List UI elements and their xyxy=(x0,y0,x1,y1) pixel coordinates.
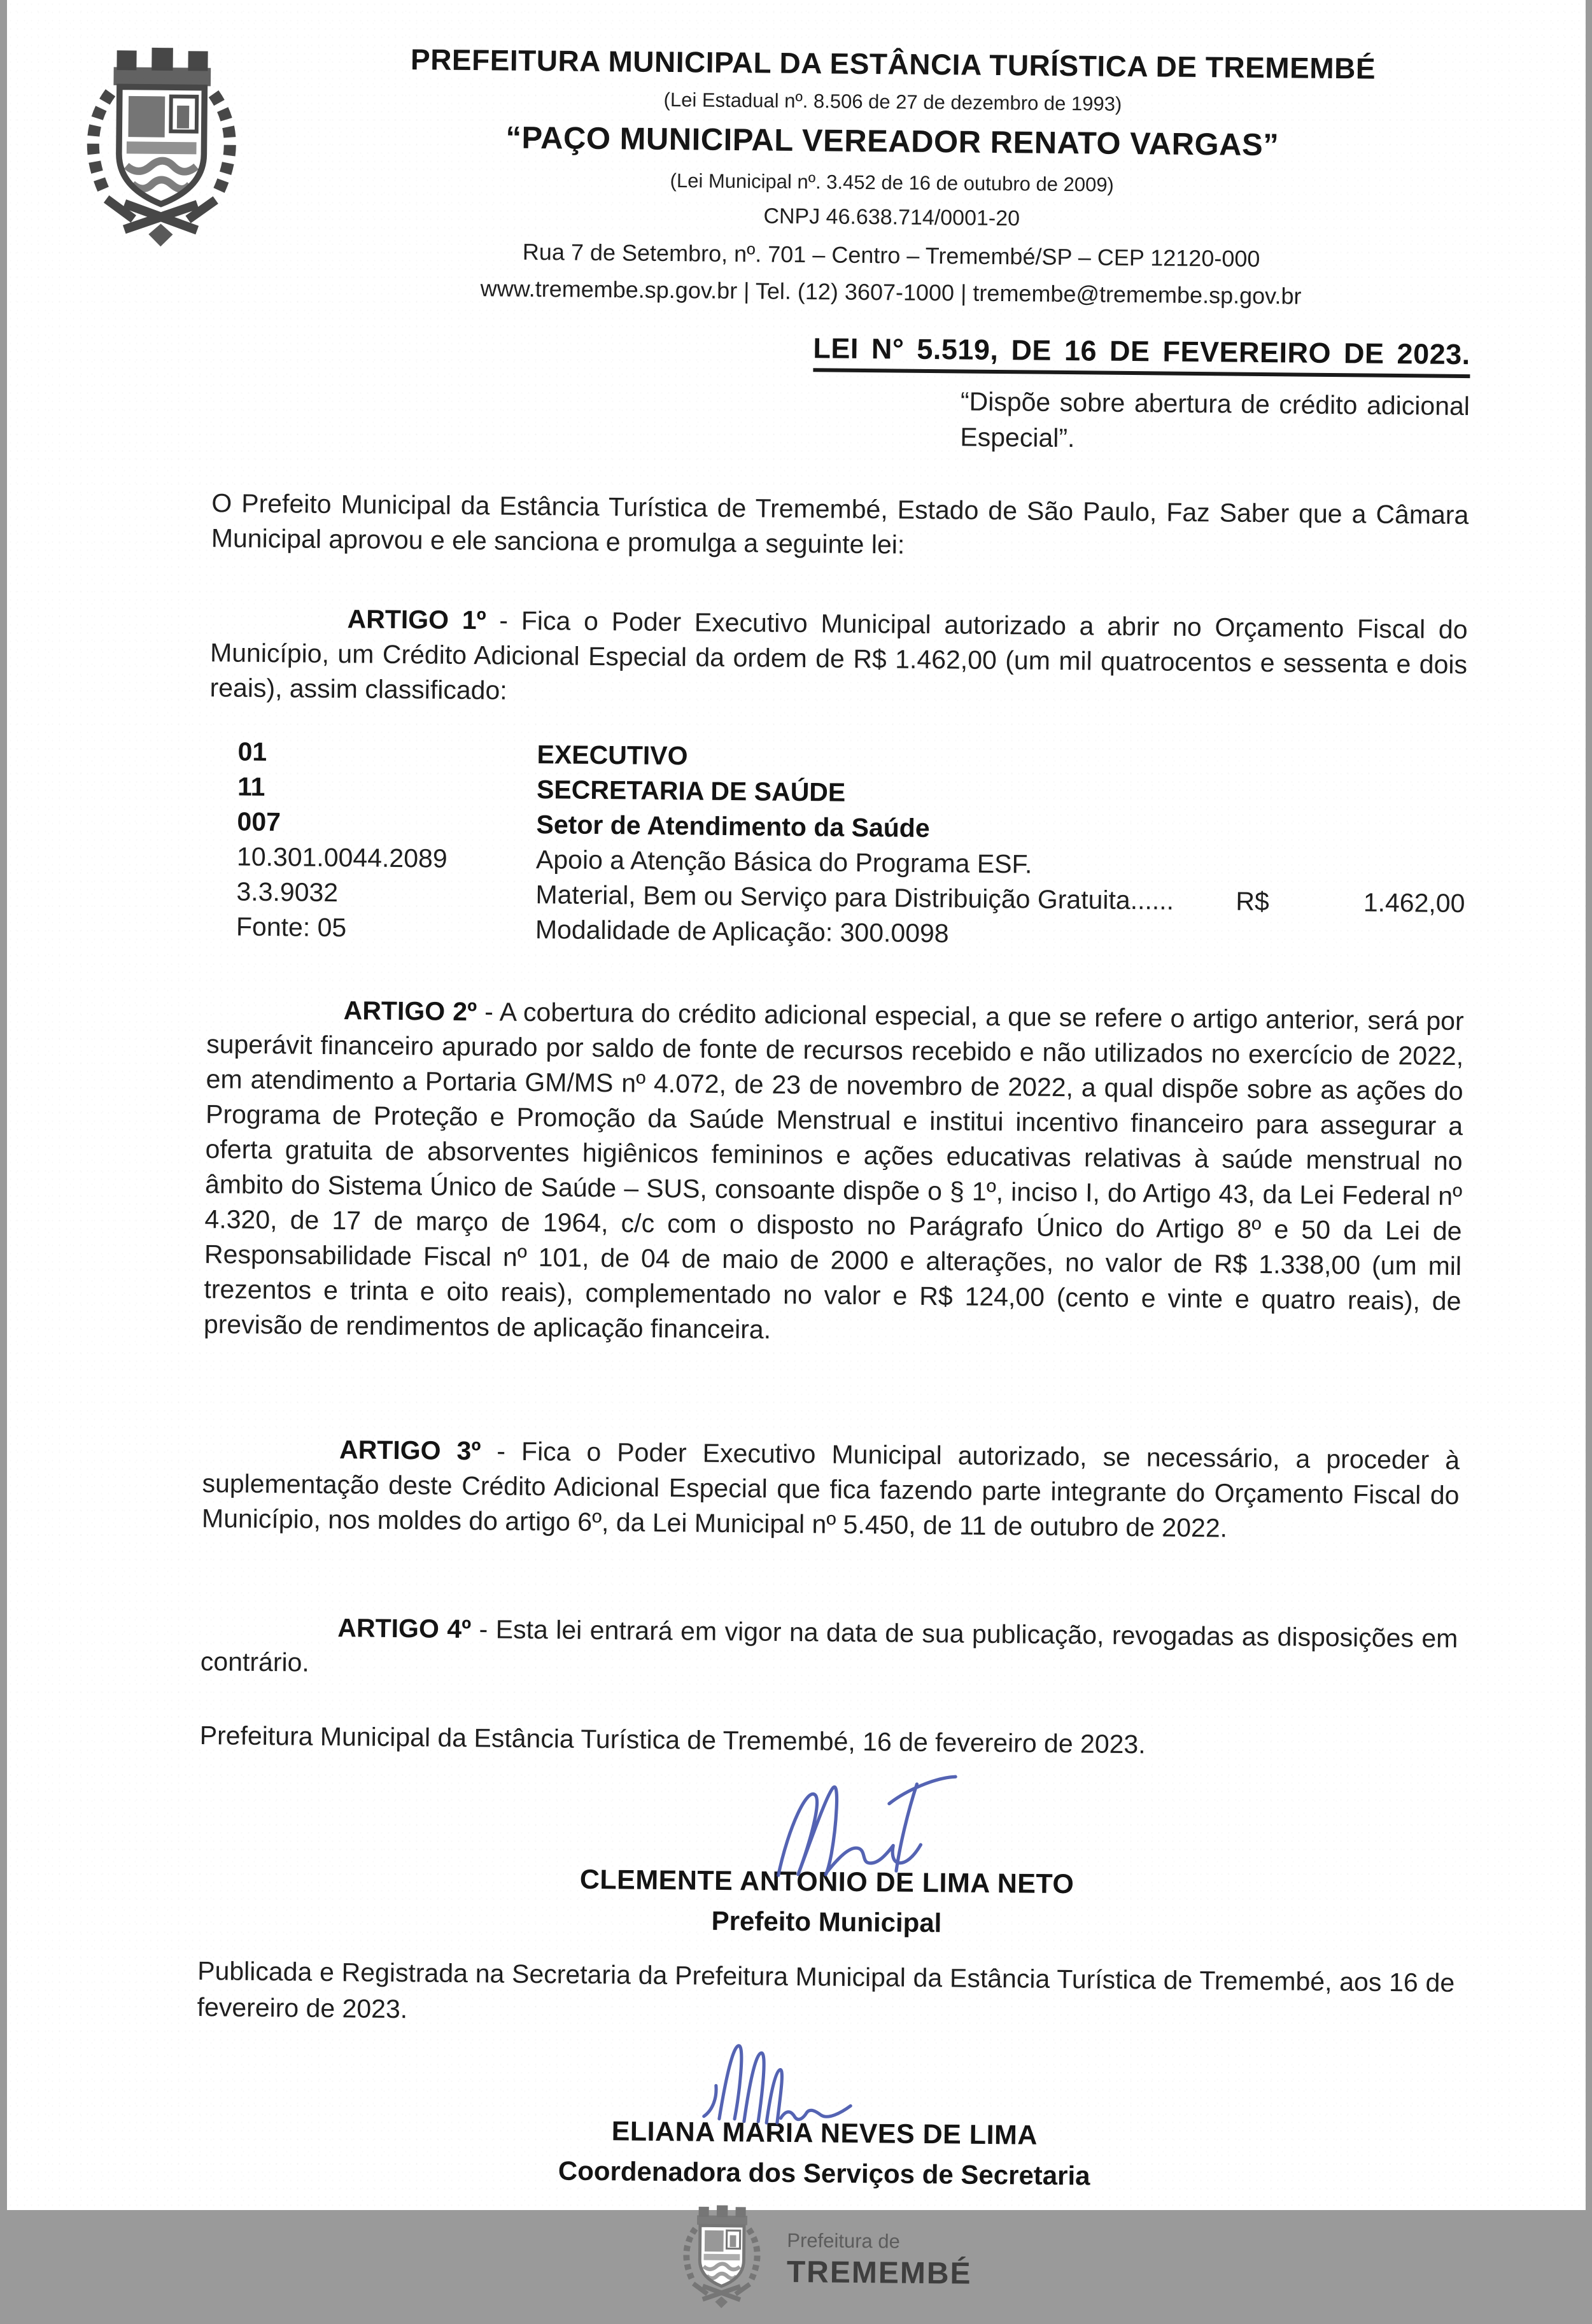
artigo-2-text: - A cobertura do crédito adicional especial, a que se refere o artigo anterior, será por superávit financeiro apurado por saldo de fonte de recursos recebido e não utilizados no exercício de 2022, em atendimento a Portaria GM/MS nº 4.072, de 23 de novembro de 2022, a qual dispõe sobre as ações do Programa de Proteção e Promoção da Saúde Menstrual e institui incentivo financeiro para assegurar a oferta gratuita de absorventes higiênicos femininos e ações educativas relativas à saúde menstrual no âmbito do Sistema Único de Saúde – SUS, consoante dispõe o § 1º, inciso I, do Artigo 43, da Lei Federal nº 4.320, de 17 de março de 1964, c/c com o disposto no Parágrafo Único do Artigo 8º e 50 da Lei de Responsabilidade Fiscal nº 101, de 04 de maio de 2000 e alterações, no valor de R$ 1.338,00 (um mil trezentos e trinta e oito reais), complementado no valor e R$ 124,00 (cento e vinte e quatro reais), de previsão de rendimentos de aplicação financeira. xyxy=(203,997,1464,1344)
secretary-name: ELIANA MARIA NEVES DE LIMA xyxy=(611,2116,1038,2151)
publication-paragraph: Publicada e Registrada na Secretaria da Prefeitura Municipal da Estância Turística de Tremembé, aos 16 de fevereiro de 2023. xyxy=(196,1956,1455,2024)
letterhead xyxy=(13,0,1592,313)
artigo-1-label: ARTIGO 1º xyxy=(346,604,486,635)
state-law-reference: (Lei Estadual nº. 8.506 de 27 de dezembro de 1993) xyxy=(663,88,1122,115)
mayor-role: Prefeito Municipal xyxy=(710,1905,942,1938)
budget-classification-table xyxy=(236,735,1466,957)
municipal-coat-of-arms-icon xyxy=(69,36,269,259)
budget-desc: Modalidade de Aplicação: 300.0098 xyxy=(535,915,949,948)
budget-desc: EXECUTIVO xyxy=(536,740,688,771)
artigo-4-paragraph xyxy=(200,1609,1458,1691)
municipal-law-reference: (Lei Municipal nº. 3.452 de 16 de outubro de 2009) xyxy=(669,169,1114,196)
budget-desc: Setor de Atendimento da Saúde xyxy=(535,810,930,843)
cnpj: CNPJ 46.638.714/0001-20 xyxy=(763,204,1020,231)
artigo-4-text: - Esta lei entrará em vigor na data de sua publicação, revogadas as disposições em contrário. xyxy=(200,1614,1458,1677)
amount-value: 1.462,00 xyxy=(1363,887,1465,919)
mayor-name: CLEMENTE ANTONIO DE LIMA NETO xyxy=(579,1864,1074,1900)
signature-date-line: Prefeitura Municipal da Estância Turística de Tremembé, 16 de fevereiro de 2023. xyxy=(199,1721,1146,1759)
building-name: “PAÇO MUNICIPAL VEREADOR RENATO VARGAS” xyxy=(505,120,1279,163)
document-body xyxy=(0,297,1591,2324)
budget-desc: SECRETARIA DE SAÚDE xyxy=(536,775,845,807)
law-title: LEI N° 5.519, DE 16 DE FEVEREIRO DE 2023. xyxy=(813,332,1470,378)
artigo-3-paragraph xyxy=(201,1431,1459,1548)
law-subtitle: “Dispõe sobre abertura de crédito adicional Especial”. xyxy=(959,386,1470,453)
footer-brand-big: TREMEMBÉ xyxy=(786,2255,972,2291)
contacts-line: www.tremembe.sp.gov.br | Tel. (12) 3607-1000 | tremembe@tremembe.sp.gov.br xyxy=(480,275,1302,309)
budget-desc: Material, Bem ou Serviço para Distribuição Gratuita...... xyxy=(535,880,1174,915)
mayor-signature xyxy=(198,1750,1456,1873)
artigo-1-paragraph xyxy=(209,600,1467,717)
preamble-paragraph: O Prefeito Municipal da Estância Turística de Tremembé, Estado de São Paulo, Faz Saber que a Câmara Municipal aprovou e ele sanciona e promulga a seguinte lei: xyxy=(211,488,1469,560)
scanned-law-document xyxy=(7,0,1586,2291)
artigo-2-label: ARTIGO 2º xyxy=(343,996,477,1027)
budget-amount xyxy=(1236,884,1465,921)
budget-code: 11 xyxy=(237,771,265,801)
letterhead-text xyxy=(266,38,1518,312)
artigo-3-text: - Fica o Poder Executivo Municipal autorizado, se necessário, a proceder à suplementação deste Crédito Adicional Especial que fica fazendo parte integrante do Orçamento Fiscal do Município, nos moldes do artigo 6º, da Lei Municipal nº 5.450, de 11 de outubro de 2022. xyxy=(201,1436,1460,1543)
footer-coat-of-arms-icon xyxy=(674,2201,770,2316)
currency-symbol: R$ xyxy=(1235,886,1269,917)
budget-code: 10.301.0044.2089 xyxy=(236,842,447,873)
budget-code: 01 xyxy=(237,736,267,767)
budget-desc: Apoio a Atenção Básica do Programa ESF. xyxy=(535,845,1032,879)
artigo-2-paragraph xyxy=(203,992,1463,1354)
secretary-role: Coordenadora dos Serviços de Secretaria xyxy=(558,2155,1090,2191)
artigo-4-label: ARTIGO 4º xyxy=(337,1613,471,1644)
footer-brand xyxy=(194,2197,1453,2323)
budget-code: 3.3.9032 xyxy=(236,877,338,908)
artigo-1-text: - Fica o Poder Executivo Municipal autorizado a abrir no Orçamento Fiscal do Município, um Crédito Adicional Especial da ordem de R$ 1.462,00 (um mil quatrocentos e sessenta e dois reais), assim classificado: xyxy=(209,605,1468,705)
artigo-3-label: ARTIGO 3º xyxy=(339,1435,481,1466)
budget-code: 007 xyxy=(236,806,281,837)
footer-brand-small: Prefeitura de xyxy=(786,2229,900,2253)
budget-code: Fonte: 05 xyxy=(236,912,346,943)
address-line: Rua 7 de Setembro, nº. 701 – Centro – Tremembé/SP – CEP 12120-000 xyxy=(522,238,1260,272)
organization-name: PREFEITURA MUNICIPAL DA ESTÂNCIA TURÍSTICA DE TREMEMBÉ xyxy=(410,43,1376,85)
